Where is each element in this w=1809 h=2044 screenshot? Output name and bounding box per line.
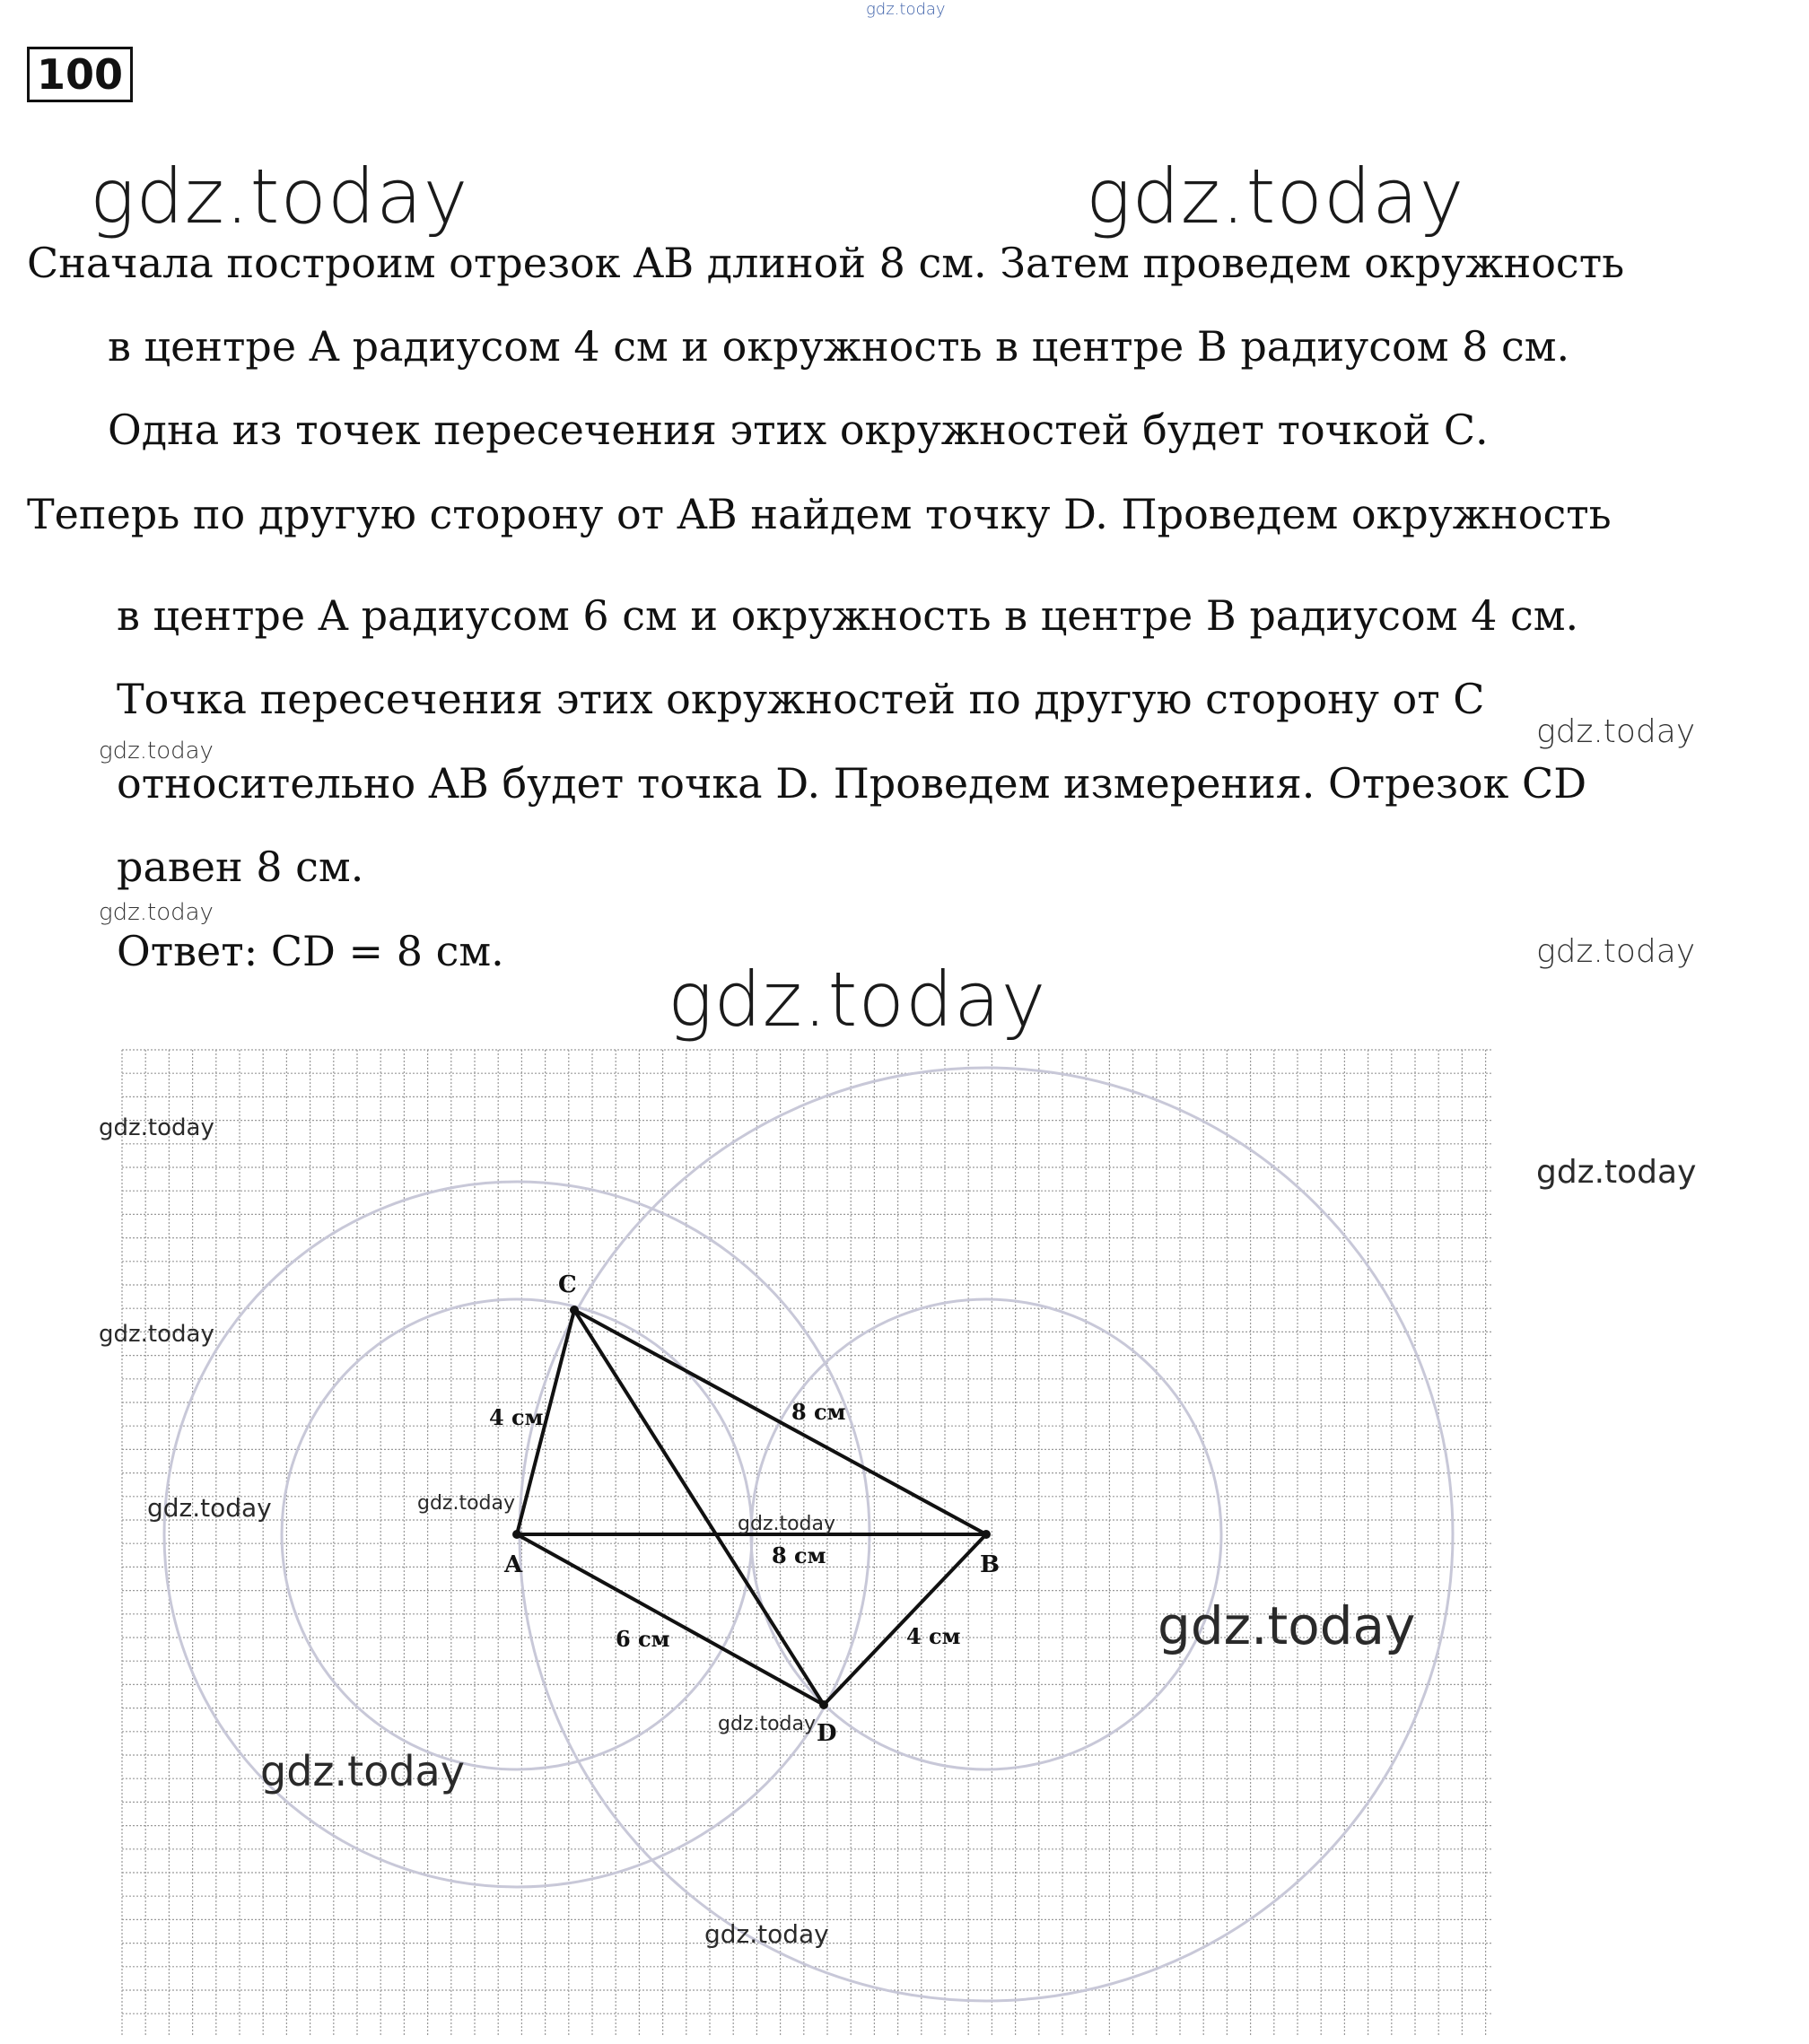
- watermark-small: gdz.today: [99, 1321, 214, 1348]
- watermark-small: gdz.today: [718, 1713, 817, 1735]
- label-point-c: C: [558, 1271, 577, 1298]
- watermark-medium: gdz.today: [260, 1747, 465, 1795]
- label-bd: 4 см: [906, 1623, 961, 1649]
- text-line-5: в центре A радиусом 6 см и окружность в центре B радиусом 4 см.: [117, 591, 1579, 640]
- watermark-large-right: gdz.today: [1086, 153, 1465, 240]
- label-ab: 8 см: [772, 1542, 826, 1568]
- watermark-small: gdz.today: [704, 1919, 829, 1949]
- watermark-medium: gdz.today: [1158, 1595, 1416, 1656]
- answer-line: Ответ: CD = 8 см.: [117, 927, 504, 975]
- label-ac: 4 см: [489, 1404, 544, 1430]
- text-line-8: равен 8 см.: [117, 843, 364, 891]
- watermark-small: gdz.today: [417, 1492, 516, 1515]
- watermark-small: gdz.today: [99, 899, 214, 926]
- label-point-a: A: [504, 1551, 523, 1578]
- label-point-b: B: [980, 1551, 1000, 1578]
- watermark-small: gdz.today: [738, 1513, 836, 1535]
- text-line-7: относительно AB будет точка D. Проведем измерения. Отрезок CD: [117, 759, 1587, 808]
- label-ad: 6 см: [616, 1626, 670, 1652]
- watermark-small: gdz.today: [99, 1114, 214, 1141]
- segment-cd: [574, 1310, 824, 1705]
- text-line-4: Теперь по другую сторону от AB найдем точку D. Проведем окружность: [27, 490, 1612, 538]
- segment-bc: [574, 1310, 986, 1534]
- text-line-3: Одна из точек пересечения этих окружностей будет точкой С.: [108, 406, 1489, 454]
- segment-bd: [824, 1534, 986, 1705]
- watermark-small: gdz.today: [99, 738, 214, 764]
- label-bc: 8 см: [791, 1399, 846, 1425]
- point-a: [512, 1530, 521, 1539]
- text-line-1: Сначала построим отрезок AB длиной 8 см. Затем проведем окружность: [27, 239, 1625, 287]
- watermark-small: gdz.today: [1536, 933, 1696, 970]
- label-point-d: D: [817, 1720, 837, 1747]
- watermark-large-left: gdz.today: [90, 153, 469, 240]
- point-c: [570, 1306, 579, 1315]
- watermark-small: gdz.today: [1536, 713, 1696, 750]
- problem-number: 100: [27, 47, 133, 102]
- watermark-small: gdz.today: [1536, 1154, 1697, 1191]
- segment-labels: [489, 1399, 961, 1652]
- point-b: [982, 1530, 991, 1539]
- point-d: [819, 1700, 828, 1709]
- watermark-large-center: gdz.today: [668, 956, 1047, 1044]
- watermark-top: gdz.today: [866, 0, 946, 19]
- text-line-2: в центре A радиусом 4 см и окружность в центре B радиусом 8 см.: [108, 322, 1570, 371]
- text-line-6: Точка пересечения этих окружностей по другую сторону от C: [117, 675, 1485, 723]
- watermark-small: gdz.today: [147, 1493, 272, 1523]
